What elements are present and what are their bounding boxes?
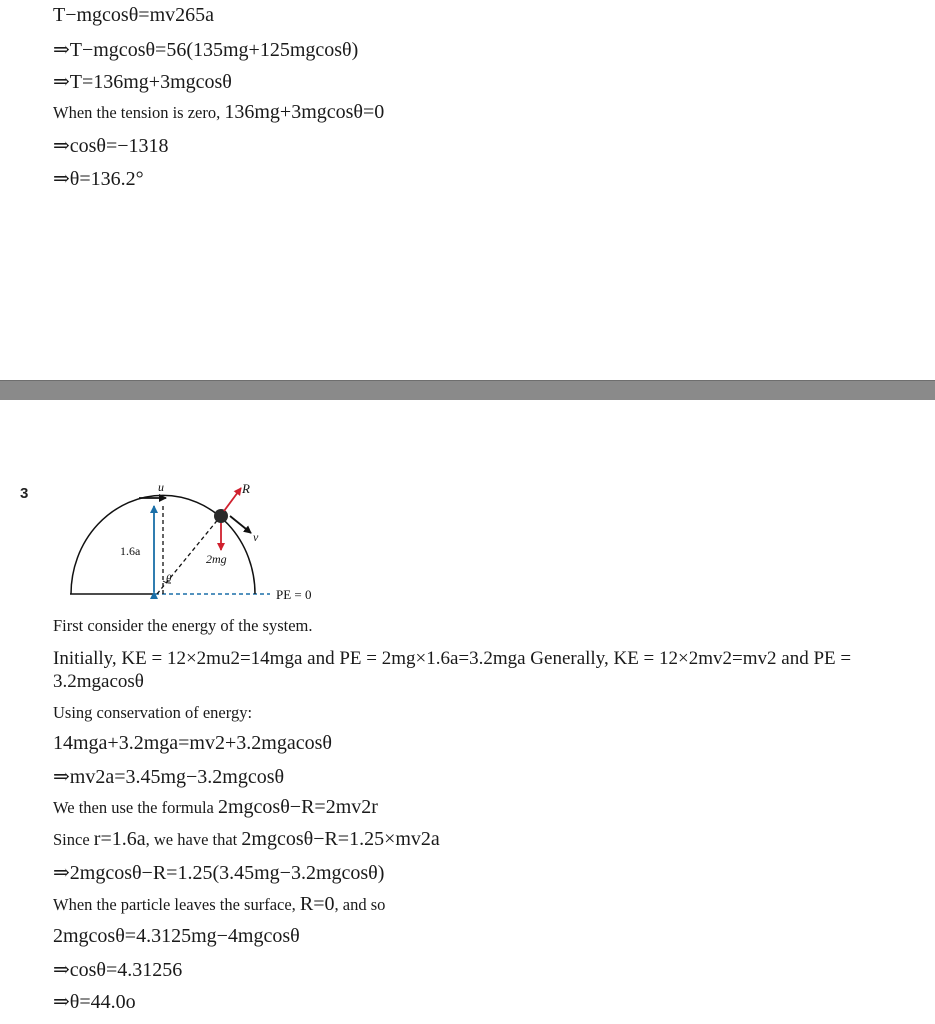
since-eq-2: 2mgcosθ−R=1.25×mv2a	[241, 828, 440, 850]
reaction-arrow	[224, 488, 241, 511]
since-text-1: Since	[53, 830, 94, 849]
since-text-2: , we have that	[145, 830, 242, 849]
page-divider	[0, 380, 935, 400]
tension-zero-line	[53, 101, 384, 124]
intro-text: First consider the energy of the system.	[53, 616, 313, 635]
label-v: v	[253, 530, 259, 544]
leaves-text-2: , and so	[334, 895, 386, 914]
tension-zero-eq: 136mg+3mgcosθ=0	[224, 101, 385, 123]
label-pe: PE = 0	[276, 587, 312, 602]
particle	[214, 509, 228, 523]
energy-eq-3: ⇒2mgcosθ−R=1.25(3.45mg−3.2mgcosθ)	[53, 862, 385, 884]
label-weight: 2mg	[206, 552, 227, 566]
label-u: u	[158, 480, 164, 494]
tension-zero-text: When the tension is zero,	[53, 103, 225, 122]
since-line	[53, 828, 440, 851]
label-height: 1.6a	[120, 544, 141, 558]
label-theta: θ	[166, 573, 172, 585]
formula-text: We then use the formula	[53, 798, 218, 817]
leaves-text-1: When the particle leaves the surface,	[53, 895, 300, 914]
question-number: 3	[20, 485, 29, 502]
leaves-line	[53, 893, 385, 916]
top-eq-2: ⇒T−mgcosθ=56(135mg+125mgcosθ)	[53, 39, 359, 61]
top-result-2: ⇒θ=136.2°	[53, 168, 144, 190]
since-eq-1: r=1.6a	[93, 828, 146, 850]
top-eq-1: T−mgcosθ=mv265a	[53, 4, 215, 26]
energy-eq-2: ⇒mv2a=3.45mg−3.2mgcosθ	[53, 766, 285, 788]
conservation-text: Using conservation of energy:	[53, 703, 253, 722]
top-eq-3: ⇒T=136mg+3mgcosθ	[53, 71, 232, 93]
energy-eq-1: 14mga+3.2mga=mv2+3.2mgacosθ	[53, 732, 332, 754]
hemisphere-figure	[60, 478, 340, 608]
formula-eq: 2mgcosθ−R=2mv2r	[218, 796, 378, 818]
energy-eq-6: ⇒θ=44.0o	[53, 991, 136, 1013]
energy-eq-5: ⇒cosθ=4.31256	[53, 959, 183, 981]
label-R: R	[242, 481, 250, 496]
formula-line	[53, 796, 378, 819]
top-result-1: ⇒cosθ=−1318	[53, 135, 169, 157]
leaves-eq: R=0	[299, 893, 335, 915]
energy-eq-4: 2mgcosθ=4.3125mg−4mgcosθ	[53, 925, 300, 947]
initially-text: Initially, KE = 12×2mu2=14mga and PE = 2mg×1.6a=3.2mga Generally, KE = 12×2mv2=mv2 and PE = 3.2mgacosθ	[53, 648, 852, 692]
